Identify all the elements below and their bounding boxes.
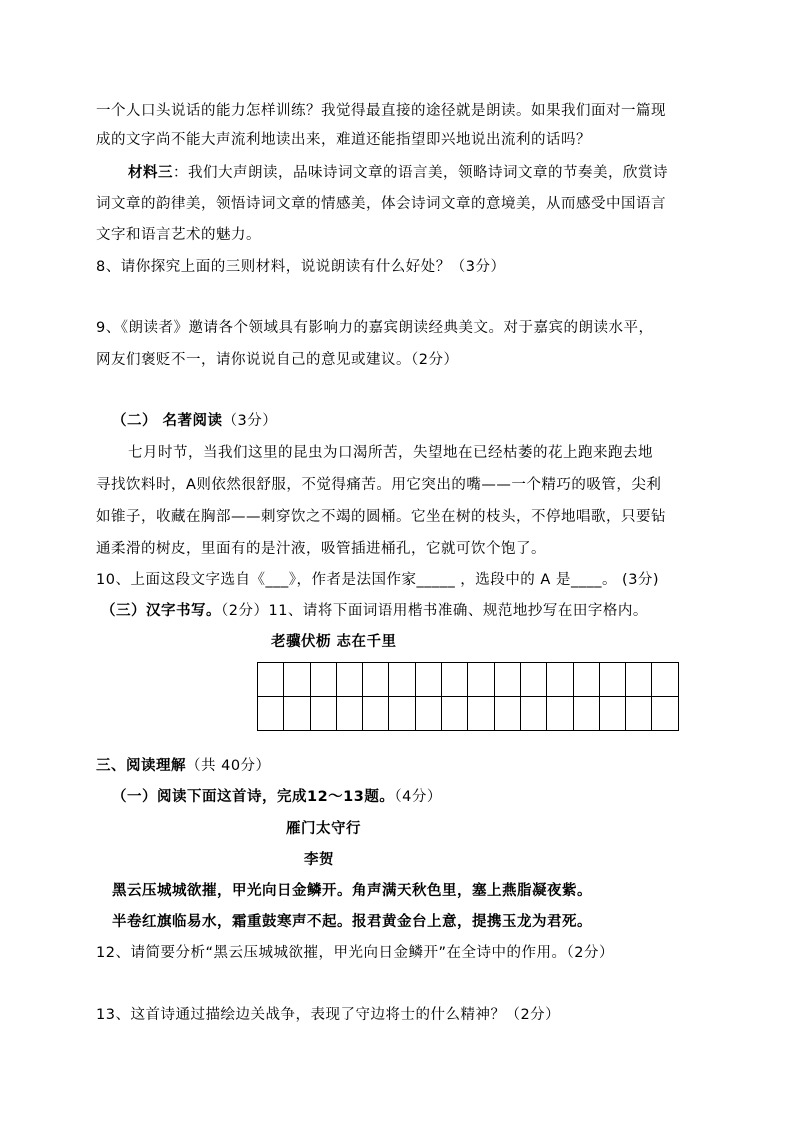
grid-cell[interactable] [442, 697, 468, 731]
grid-cell[interactable] [547, 663, 573, 697]
material3-line1-text: ：我们大声朗读，品味诗词文章的语言美，领略诗词文章的节奏美，欣赏诗 [173, 165, 668, 181]
grid-row-bottom [258, 697, 679, 731]
question-12: 12、请简要分析“黑云压城城欲摧，甲光向日金鳞开”在全诗中的作用。（2分） [96, 945, 614, 961]
section2-title: （二） 名著阅读 [112, 413, 223, 429]
question-9-line1: 9、《朗读者》邀请各个领域具有影响力的嘉宾朗读经典美文。对于嘉宾的朗读水平， [96, 320, 654, 336]
grid-cell[interactable] [284, 697, 310, 731]
part3-points: （共 40分） [186, 758, 271, 774]
passage-line3: 如锥子，收藏在胸部——刺穿饮之不竭的圆桶。它坐在树的枝头，不停地唱歌，只要钻 [96, 509, 666, 525]
passage-line2: 寻找饮料时，A则依然很舒服，不觉得痛苦。用它突出的嘴——一个精巧的吸管，尖利 [96, 477, 662, 493]
grid-cell[interactable] [336, 663, 362, 697]
grid-cell[interactable] [415, 697, 441, 731]
passage-line1: 七月时节，当我们这里的昆虫为口渴所苦，失望地在已经枯萎的花上跑来跑去地 [128, 445, 653, 461]
poem-title: 雁门太守行 [286, 821, 361, 837]
grid-cell[interactable] [363, 663, 389, 697]
grid-cell[interactable] [494, 697, 520, 731]
grid-cell[interactable] [310, 697, 336, 731]
grid-cell[interactable] [520, 663, 546, 697]
grid-cell[interactable] [336, 697, 362, 731]
tianzige-grid[interactable] [257, 662, 679, 731]
part3-sub-title: （一）阅读下面这首诗，完成12～13题。 [112, 789, 395, 805]
grid-cell[interactable] [494, 663, 520, 697]
grid-cell[interactable] [599, 663, 625, 697]
grid-cell[interactable] [468, 697, 494, 731]
material3-line3: 文字和语言艺术的魅力。 [96, 227, 261, 243]
section2-points: （3分） [222, 413, 278, 429]
grid-cell[interactable] [415, 663, 441, 697]
grid-cell[interactable] [389, 697, 415, 731]
copy-phrase: 老骥伏枥 志在千里 [271, 634, 397, 650]
grid-cell[interactable] [652, 663, 678, 697]
material2-line2: 成的文字尚不能大声流利地读出来，难道还能指望即兴地说出流利的话吗？ [96, 132, 591, 148]
grid-cell[interactable] [573, 663, 599, 697]
grid-row-top [258, 663, 679, 697]
material3-label: 材料三 [128, 165, 173, 181]
section3-title: （三）汉字书写。 [101, 603, 221, 619]
poem-author: 李贺 [304, 852, 334, 868]
grid-cell[interactable] [626, 663, 652, 697]
grid-cell[interactable] [258, 697, 284, 731]
question-13: 13、这首诗通过描绘边关战争，表现了守边将士的什么精神？（2分） [96, 1007, 561, 1023]
question-9-line2: 网友们褒贬不一，请你说说自己的意见或建议。（2分） [96, 352, 459, 368]
question-8: 8、请你探究上面的三则材料，说说朗读有什么好处？（3分） [96, 259, 506, 275]
grid-cell[interactable] [468, 663, 494, 697]
grid-cell[interactable] [573, 697, 599, 731]
part3-title: 三、阅读理解 [96, 758, 186, 774]
material3-line1 [128, 162, 668, 184]
passage-line4: 通柔滑的树皮，里面有的是汁液，吸管插进桶孔，它就可饮个饱了。 [96, 541, 546, 557]
part3-sub-points: （4分） [394, 789, 442, 805]
material2-line1: 一个人口头说话的能力怎样训练？我觉得最直接的途径就是朗读。如果我们面对一篇现 [96, 103, 666, 119]
grid-cell[interactable] [310, 663, 336, 697]
grid-cell[interactable] [442, 663, 468, 697]
grid-cell[interactable] [284, 663, 310, 697]
poem-line1: 黑云压城城欲摧，甲光向日金鳞开。角声满天秋色里，塞上燕脂凝夜紫。 [112, 883, 592, 899]
grid-cell[interactable] [389, 663, 415, 697]
grid-cell[interactable] [599, 697, 625, 731]
part3-subheading [112, 786, 442, 808]
grid-cell[interactable] [626, 697, 652, 731]
part3-heading [96, 755, 271, 777]
grid-cell[interactable] [652, 697, 678, 731]
grid-cell[interactable] [363, 697, 389, 731]
section2-heading [112, 410, 277, 432]
section3-instruction: （2分）11、请将下面词语用楷书准确、规范地抄写在田字格内。 [221, 603, 648, 619]
section3-heading [101, 600, 648, 622]
grid-cell[interactable] [547, 697, 573, 731]
question-10: 10、上面这段文字选自《___》，作者是法国作家_____ ，选段中的 A 是____。 (3分) [96, 572, 660, 588]
material3-line2: 词文章的韵律美，领悟诗词文章的情感美，体会诗词文章的意境美，从而感受中国语言 [96, 196, 666, 212]
grid-cell[interactable] [520, 697, 546, 731]
poem-line2: 半卷红旗临易水，霜重鼓寒声不起。报君黄金台上意，提携玉龙为君死。 [112, 914, 592, 930]
grid-cell[interactable] [258, 663, 284, 697]
